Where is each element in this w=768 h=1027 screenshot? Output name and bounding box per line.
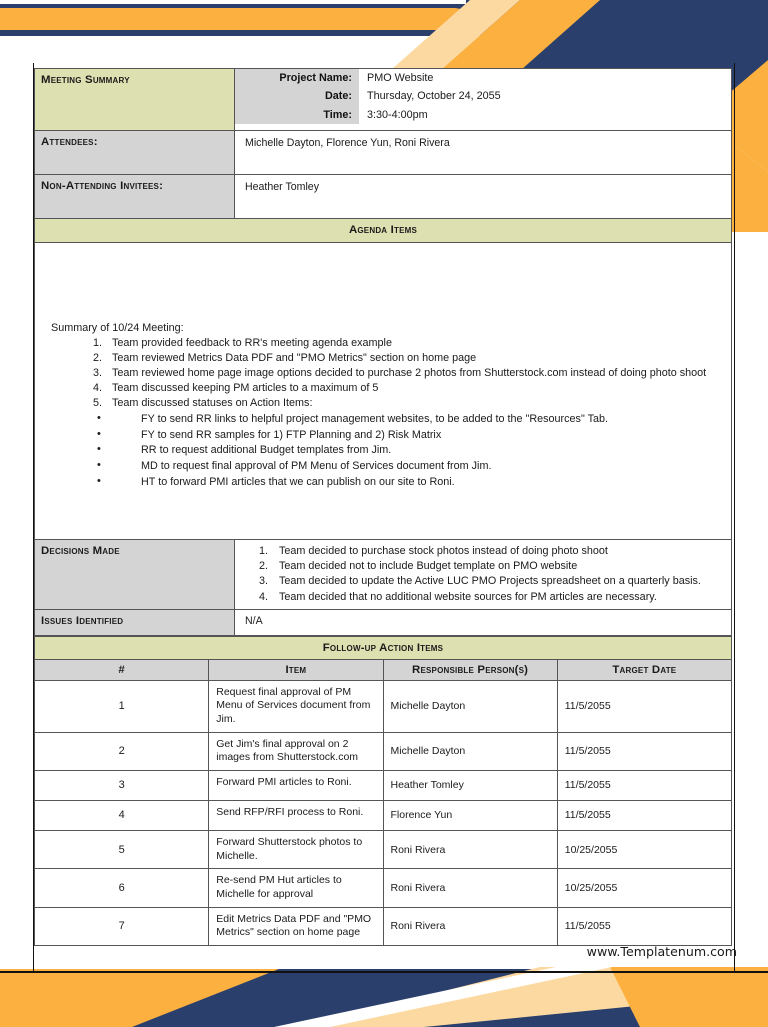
issues-label-text: Issues Identified — [41, 614, 124, 627]
row-item: Edit Metrics Data PDF and "PMO Metrics" section on home page — [209, 907, 383, 945]
agenda-body-row — [35, 243, 732, 540]
agenda-item: 2. Team reviewed Metrics Data PDF and "PMO Metrics" section on home page — [105, 351, 717, 365]
row-date: 11/5/2055 — [557, 732, 731, 770]
project-name-value: PMO Website — [359, 69, 731, 87]
agenda-body — [35, 243, 732, 540]
column-header-item: Item — [209, 659, 383, 680]
summary-field-row — [235, 106, 731, 124]
decisions-row — [35, 540, 732, 610]
time-value: 3:30-4:00pm — [359, 106, 731, 124]
row-number: 3 — [35, 770, 209, 800]
attendees-label-text: Attendees: — [41, 136, 98, 148]
decision-item: 1. Team decided to purchase stock photos instead of doing photo shoot — [271, 544, 725, 559]
row-item: Re-send PM Hut articles to Michelle for approval — [209, 869, 383, 907]
agenda-bullet: • MD to request final approval of PM Menu of Services document from Jim. — [97, 459, 717, 473]
table-row — [35, 732, 732, 770]
row-date: 11/5/2055 — [557, 907, 731, 945]
agenda-bullet: • FY to send RR links to helpful project management websites, to be added to the "Resources" Tab. — [97, 412, 717, 426]
decisions-label — [35, 540, 235, 610]
followup-banner-text: Follow-up Action Items — [322, 641, 444, 654]
agenda-bullet: • FY to send RR samples for 1) FTP Planning and 2) Risk Matrix — [97, 428, 717, 442]
agenda-numbered-list — [105, 336, 717, 410]
date-value: Thursday, October 24, 2055 — [359, 87, 731, 105]
agenda-lead-text: Summary of 10/24 Meeting: — [51, 322, 184, 335]
summary-header-row — [35, 69, 732, 131]
row-person: Roni Rivera — [383, 830, 557, 868]
bottom-decoration — [0, 967, 768, 1027]
decisions-body — [235, 540, 732, 610]
non-attending-value: Heather Tomley — [235, 175, 732, 219]
attendees-value: Michelle Dayton, Florence Yun, Roni Rivera — [235, 131, 732, 175]
row-number: 1 — [35, 680, 209, 732]
row-person: Michelle Dayton — [383, 680, 557, 732]
agenda-item: 3. Team reviewed home page image options decided to purchase 2 photos from Shutterstock.com instead of doing photo shoot — [105, 366, 717, 380]
followup-banner — [35, 636, 732, 659]
issues-label — [35, 609, 235, 635]
agenda-bullet-list — [97, 412, 717, 490]
summary-field-row — [235, 69, 731, 87]
row-date: 11/5/2055 — [557, 800, 731, 830]
table-row — [35, 869, 732, 907]
attendees-label — [35, 131, 235, 175]
row-date: 11/5/2055 — [557, 680, 731, 732]
row-person: Florence Yun — [383, 800, 557, 830]
followup-banner-row — [35, 636, 732, 659]
row-number: 4 — [35, 800, 209, 830]
row-item: Send RFP/RFI process to Roni. — [209, 800, 383, 830]
agenda-item: 1. Team provided feedback to RR's meeting agenda example — [105, 336, 717, 350]
row-item: Forward Shutterstock photos to Michelle. — [209, 830, 383, 868]
row-number: 5 — [35, 830, 209, 868]
project-name-label: Project Name: — [235, 69, 359, 87]
non-attending-label — [35, 175, 235, 219]
decision-item: 3. Team decided to update the Active LUC PMO Projects spreadsheet on a quarterly basis. — [271, 574, 725, 589]
decision-item: 2. Team decided not to include Budget template on PMO website — [271, 559, 725, 574]
row-number: 6 — [35, 869, 209, 907]
row-person: Heather Tomley — [383, 770, 557, 800]
row-person: Roni Rivera — [383, 869, 557, 907]
summary-field-list — [235, 69, 731, 124]
issues-value: N/A — [235, 609, 732, 635]
table-row — [35, 800, 732, 830]
non-attending-label-text: Non-Attending Invitees: — [41, 180, 164, 192]
document-content — [34, 68, 734, 946]
summary-field-row — [235, 87, 731, 105]
row-item: Request final approval of PM Menu of Services document from Jim. — [209, 680, 383, 732]
table-row — [35, 830, 732, 868]
row-person: Roni Rivera — [383, 907, 557, 945]
meeting-summary-label — [35, 69, 235, 131]
followup-action-items-table — [34, 636, 732, 946]
decisions-label-text: Decisions Made — [41, 545, 120, 558]
row-date: 11/5/2055 — [557, 770, 731, 800]
agenda-bullet: • HT to forward PMI articles that we can publish on our site to Roni. — [97, 475, 717, 489]
column-header-number: # — [35, 659, 209, 680]
row-item: Get Jim's final approval on 2 images from Shutterstock.com — [209, 732, 383, 770]
table-row — [35, 680, 732, 732]
date-label: Date: — [235, 87, 359, 105]
column-header-responsible: Responsible Person(s) — [383, 659, 557, 680]
non-attending-row — [35, 175, 732, 219]
decisions-list — [271, 544, 725, 604]
meeting-summary-title: Meeting Summary — [41, 74, 130, 86]
agenda-banner — [35, 219, 732, 243]
agenda-item: 4. Team discussed keeping PM articles to a maximum of 5 — [105, 381, 717, 395]
table-row — [35, 770, 732, 800]
attendees-row — [35, 131, 732, 175]
decision-item: 4. Team decided that no additional website sources for PM articles are necessary. — [271, 590, 725, 605]
row-number: 7 — [35, 907, 209, 945]
agenda-item: 5. Team discussed statuses on Action Items: — [105, 396, 717, 410]
row-number: 2 — [35, 732, 209, 770]
row-date: 10/25/2055 — [557, 830, 731, 868]
row-item: Forward PMI articles to Roni. — [209, 770, 383, 800]
agenda-bullet: • RR to request additional Budget templates from Jim. — [97, 443, 717, 457]
footer-website: www.Templatenum.com — [586, 944, 737, 959]
agenda-banner-row — [35, 219, 732, 243]
column-header-target-date: Target Date — [557, 659, 731, 680]
meeting-summary-table — [34, 68, 732, 636]
row-person: Michelle Dayton — [383, 732, 557, 770]
table-row — [35, 907, 732, 945]
issues-row — [35, 609, 732, 635]
footer-rule — [0, 971, 768, 973]
row-date: 10/25/2055 — [557, 869, 731, 907]
meeting-summary-fields — [235, 69, 732, 131]
time-label: Time: — [235, 106, 359, 124]
agenda-banner-text: Agenda Items — [348, 224, 418, 236]
followup-header-row — [35, 659, 732, 680]
